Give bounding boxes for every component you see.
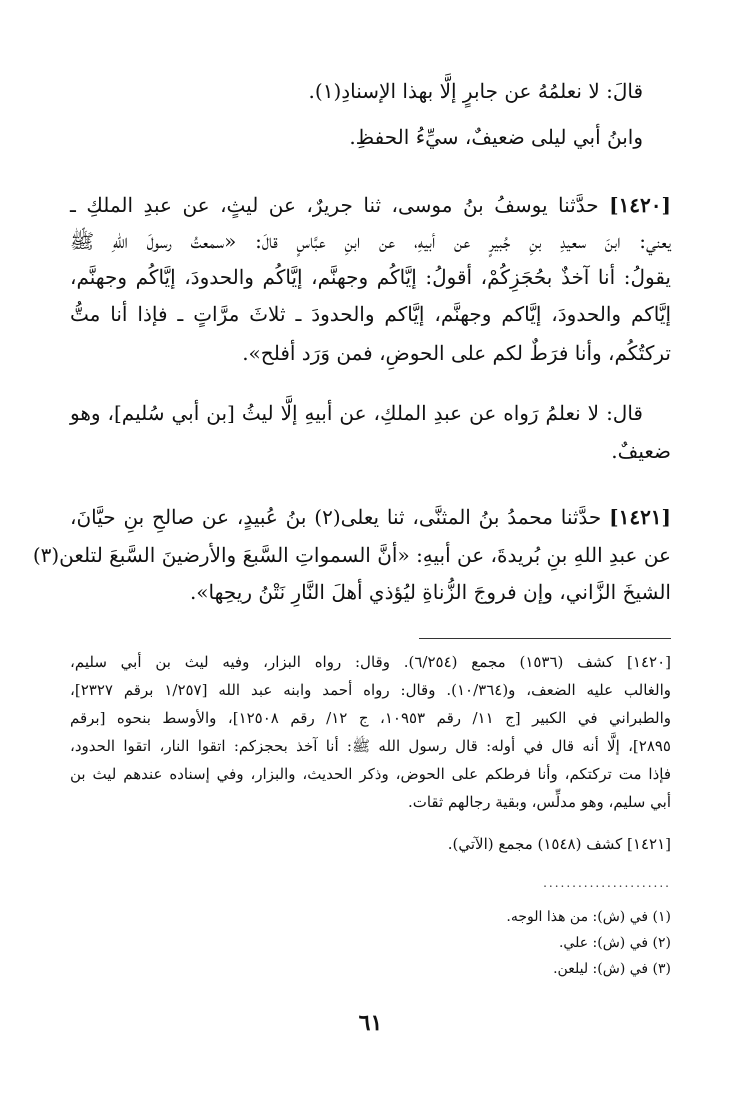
- text-line: وابنُ أبي ليلى ضعيفٌ، سيِّءُ الحفظِ.: [349, 125, 643, 149]
- hadith-number: [١٤٢٠]: [609, 193, 671, 217]
- text-line: ضعيفٌ.: [611, 439, 671, 463]
- text-line: إيَّاكم والحدودَ، إيَّاكم وجهنَّم، إيَّاكم والحدودَ ـ ثلاثَ مرَّاتٍ ـ فإذا أنا متُّ: [70, 302, 671, 326]
- text-line: قال: لا نعلمُ رَواه عن عبدِ الملكِ، عن أبيهِ إلَّا ليثُ [بن أبي سُليم]، وهو: [70, 401, 643, 425]
- note-line: ٢٨٩٥]، إلَّا أنه قال في أوله: قال رسول الله ﷺ: أنا آخذ بحجزكم: اتقوا النار، اتقوا الحدود،: [70, 737, 671, 755]
- text-line: يعني: ابنَ سعيدِ بنِ جُبيرٍ عن أبيهِ، عن ابنِ عبَّاسٍ قالَ: «سمعتُ رسولَ اللهِ ﷺ: [70, 229, 671, 253]
- note-line: أبي سليم، وهو مدلِّس، وبقية رجالهم ثقات.: [407, 793, 671, 811]
- footnote: (٣) في (ش): ليلعن.: [553, 961, 671, 977]
- text-line: يقولُ: أنا آخذٌ بحُجَزِكُمْ، أقولُ: إيَّاكُم وجهنَّم، إيَّاكُم والحدودَ، إيَّاكُم وجهنَّم،: [70, 265, 671, 289]
- text-line: تركتُكُم، وأنا فرَطٌ لكم على الحوضِ، فمن وَرَد أفلح».: [242, 341, 671, 365]
- book-page: [32, 0, 672, 1095]
- hadith-text: حدَّثنا محمدُ بنُ المثنَّى، ثنا يعلى(٢) بنُ عُبيدٍ، عن صالحِ بنِ حيَّانَ،: [70, 505, 602, 529]
- footnote: (١) في (ش): من هذا الوجه.: [506, 909, 671, 925]
- hadith-number: [١٤٢١]: [609, 505, 672, 529]
- hadith-1420-line-1: [70, 188, 671, 222]
- note-line: فإذا مت تركتكم، وأنا فرطكم على الحوض، وذكر الحديث، والبزار، وفي إسناده عندهم ليث بن: [70, 765, 671, 783]
- notes-separator: [419, 638, 671, 639]
- note-line: [١٤٢١] كشف (١٥٤٨) مجمع (الآتي).: [447, 835, 671, 853]
- footnote: (٢) في (ش): علي.: [558, 935, 671, 951]
- text-line: الشيخَ الزَّاني، وإن فروجَ الزُّناةِ ليُؤذي أهلَ النَّارِ نَتْنُ ريحِها».: [189, 580, 671, 604]
- note-line: [١٤٢٠] كشف (١٥٣٦) مجمع (٦/٢٥٤). وقال: رواه البزار، وفيه ليث بن أبي سليم،: [70, 653, 671, 671]
- note-line: والغالب عليه الضعف، و(١٠/٣٦٤). وقال: رواه أحمد وابنه عبد الله [١/٢٥٧ برقم ٢٣٢٧]،: [70, 681, 672, 699]
- text-line: عن عبدِ اللهِ بنِ بُريدةَ، عن أبيهِ: «أنَّ السمواتِ السَّبعَ والأرضينَ السَّبعَ لتلعن(٣): [32, 543, 671, 567]
- text-line: قالَ: لا نعلمُهُ عن جابرٍ إلَّا بهذا الإسنادِ(١).: [308, 79, 643, 103]
- page-number: ٦١: [358, 1010, 383, 1036]
- hadith-1421-line-1: [70, 500, 671, 534]
- note-line: والطبراني في الكبير [ج ١١/ رقم ١٠٩٥٣، ج ١٢/ رقم ١٢٥٠٨]، والأوسط بنحوه [برقم: [70, 709, 671, 727]
- hadith-text: حدَّثنا يوسفُ بنُ موسى، ثنا جريرٌ، عن ليثٍ، عن عبدِ الملكِ ـ: [70, 193, 599, 217]
- footnotes-divider: ......................: [543, 876, 671, 890]
